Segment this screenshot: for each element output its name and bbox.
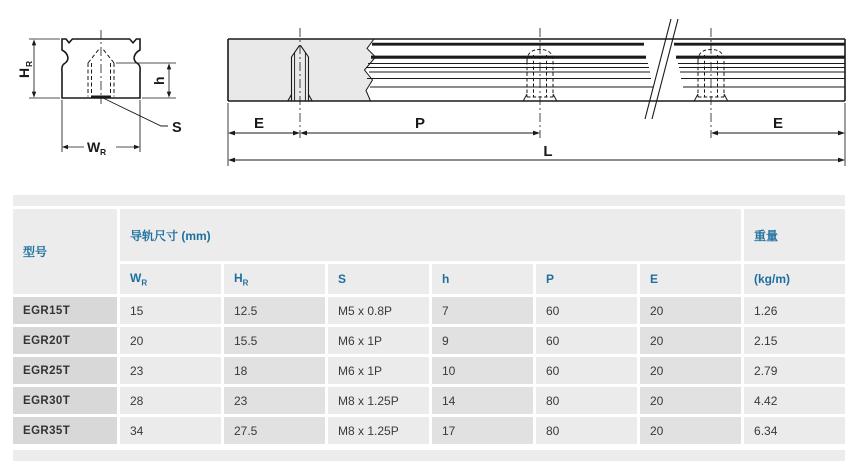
label-e-left: E — [253, 115, 265, 132]
table-bottom-band — [13, 450, 845, 461]
label-hr-sub: R — [24, 60, 34, 67]
label-wr-sub: R — [100, 147, 107, 157]
cell-p: 80 — [536, 417, 637, 444]
cell-model: EGR30T — [13, 387, 117, 414]
header-hr — [224, 264, 325, 294]
header-weight: 重量 — [744, 209, 845, 261]
cell-model: EGR35T — [13, 417, 117, 444]
cell-wr: 20 — [120, 327, 221, 354]
header-h: h — [432, 264, 533, 294]
table-row — [13, 357, 845, 384]
cell-s: M6 x 1P — [328, 357, 429, 384]
table-row — [13, 297, 845, 324]
table-top-band — [13, 195, 845, 206]
label-p: P — [414, 115, 426, 132]
rail-section-fill — [228, 39, 376, 101]
header-kgm: (kg/m) — [744, 264, 845, 294]
cell-model: EGR25T — [13, 357, 117, 384]
cell-kgm: 1.26 — [744, 297, 845, 324]
cell-p: 60 — [536, 327, 637, 354]
cell-s: M6 x 1P — [328, 327, 429, 354]
header-e: E — [640, 264, 741, 294]
dimension-arrows — [228, 131, 845, 163]
cell-e: 20 — [640, 297, 741, 324]
cell-h: 17 — [432, 417, 533, 444]
label-l: L — [543, 143, 553, 160]
cell-wr: 23 — [120, 357, 221, 384]
cell-s: M8 x 1.25P — [328, 387, 429, 414]
cell-e: 20 — [640, 387, 741, 414]
cell-p: 80 — [536, 387, 637, 414]
table-row — [13, 417, 845, 444]
cell-wr: 34 — [120, 417, 221, 444]
header-wr — [120, 264, 221, 294]
wr-subscript: R — [141, 278, 148, 288]
dimension-hr — [29, 39, 60, 98]
hr-subscript: R — [242, 278, 249, 288]
label-h: h — [151, 76, 167, 85]
cell-e: 20 — [640, 327, 741, 354]
cell-p: 60 — [536, 297, 637, 324]
rail-front-view-diagram — [29, 30, 176, 152]
rail-groove-lines — [366, 44, 845, 87]
header-p: P — [536, 264, 637, 294]
cell-p: 60 — [536, 357, 637, 384]
spec-table-wrap — [10, 206, 848, 447]
table-row — [13, 387, 845, 414]
cell-model: EGR15T — [13, 297, 117, 324]
hr-letter: H — [234, 270, 243, 285]
extension-lines — [228, 103, 845, 166]
cell-s: M5 x 0.8P — [328, 297, 429, 324]
cell-h: 9 — [432, 327, 533, 354]
break-symbol — [645, 19, 678, 119]
cell-wr: 15 — [120, 297, 221, 324]
dimension-wr — [62, 100, 140, 152]
dimension-h — [116, 63, 176, 98]
cell-hr: 15.5 — [224, 327, 325, 354]
label-s: S — [172, 120, 182, 136]
cell-model: EGR20T — [13, 327, 117, 354]
cell-kgm: 2.79 — [744, 357, 845, 384]
thread-leader-line — [103, 98, 168, 126]
cell-hr: 23 — [224, 387, 325, 414]
rail-side-view-diagram — [228, 19, 845, 166]
rail-technical-drawing — [0, 0, 852, 193]
rail-spec-table — [10, 206, 848, 447]
header-rail-dimensions: 导轨尺寸 (mm) — [120, 209, 741, 261]
table-row — [13, 327, 845, 354]
cell-h: 10 — [432, 357, 533, 384]
cell-h: 7 — [432, 297, 533, 324]
cell-hr: 27.5 — [224, 417, 325, 444]
cell-s: M8 x 1.25P — [328, 417, 429, 444]
cell-h: 14 — [432, 387, 533, 414]
label-e-right: E — [772, 115, 784, 132]
cell-hr: 18 — [224, 357, 325, 384]
header-model: 型号 — [13, 209, 117, 294]
label-wr: W — [87, 139, 101, 155]
wr-letter: W — [130, 270, 142, 285]
cell-kgm: 6.34 — [744, 417, 845, 444]
cell-e: 20 — [640, 417, 741, 444]
cell-hr: 12.5 — [224, 297, 325, 324]
cell-wr: 28 — [120, 387, 221, 414]
header-s: S — [328, 264, 429, 294]
cell-kgm: 2.15 — [744, 327, 845, 354]
cell-kgm: 4.42 — [744, 387, 845, 414]
cell-e: 20 — [640, 357, 741, 384]
label-hr: H — [16, 67, 32, 78]
